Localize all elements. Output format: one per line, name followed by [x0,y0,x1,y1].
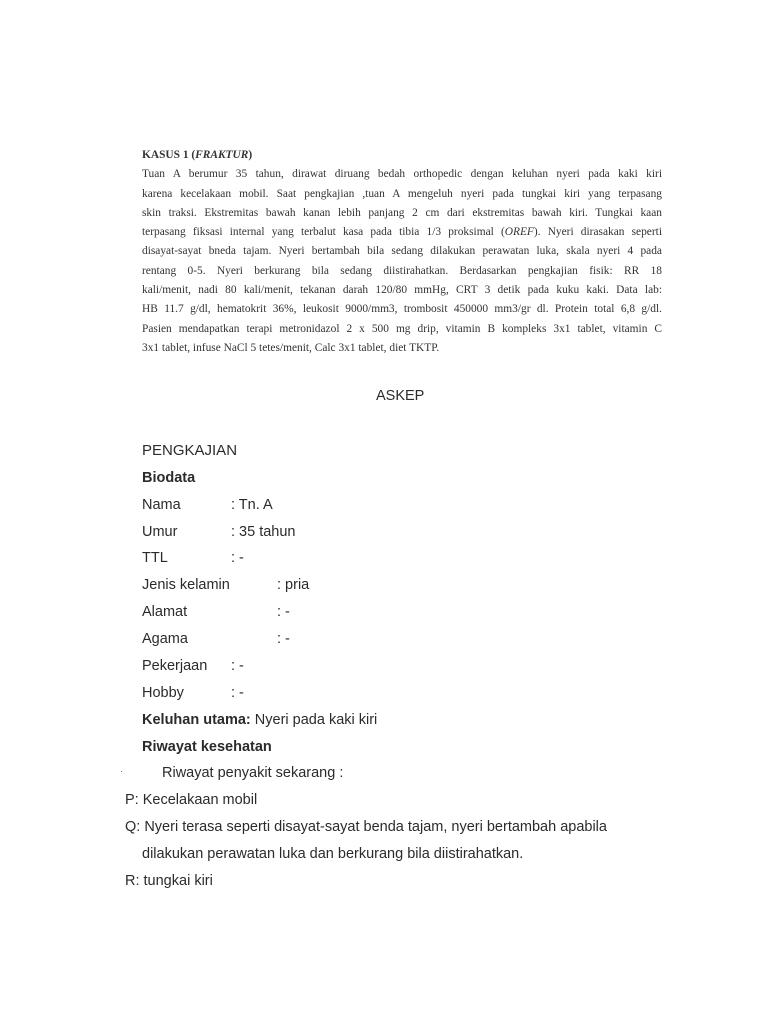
biodata-row [142,683,244,703]
case-title: KASUS 1 (FRAKTUR) [142,149,253,161]
case-line: kali/menit, nadi 80 kali/menit, tekanan darah 120/80 mmHg, CRT 3 detik pada kuku kaki. Data lab: [142,284,662,297]
biodata-row [142,629,290,649]
keluhan-label: Keluhan utama: [142,712,251,728]
biodata-row [142,495,273,515]
biodata-value: : pria [277,577,310,593]
biodata-row [142,602,290,622]
keluhan-value: Nyeri pada kaki kiri [250,712,378,728]
case-line: 3x1 tablet, infuse NaCl 5 tetes/menit, Calc 3x1 tablet, diet TKTP. [142,341,440,354]
case-body [142,165,662,358]
biodata-label: Umur [142,524,178,540]
case-line: Pasien mendapatkan terapi metronidazol 2 x 500 mg drip, vitamin B kompleks 3x1 tablet, vitamin C [142,322,662,335]
case-line: disayat-sayat bneda tajam. Nyeri bertambah bila sedang dilakukan perawatan luka, skala nyeri 4 pada [142,245,662,258]
riwayat-heading: Riwayat kesehatan [142,739,272,755]
case-line: skin traksi. Ekstremitas bawah kanan lebih panjang 2 cm dari ekstremitas bawah kiri. Tungkai kaan [142,206,662,219]
biodata-value: : 35 tahun [231,524,296,540]
biodata-value: : - [231,550,244,566]
case-line: Tuan A berumur 35 tahun, dirawat diruang bedah orthopedic dengan keluhan nyeri pada kaki kiri [142,168,662,181]
biodata-label: TTL [142,550,168,566]
biodata-value: : - [277,604,290,620]
r-line: R: tungkai kiri [125,873,213,889]
biodata-value: : - [277,631,290,647]
biodata-label: Nama [142,497,181,513]
case-line: rentang 0-5. Nyeri berkurang bila sedang diistirahatkan. Berdasarkan pengkajian fisik: RR 18 [142,264,662,277]
riwayat-sekarang: Riwayat penyakit sekarang : [162,765,344,781]
biodata-row [142,522,296,542]
askep-heading: ASKEP [376,388,425,404]
case-line: karena kecelakaan mobil. Saat pengkajian ,tuan A mengeluh nyeri pada tungkai kiri yang terpasang [142,187,662,200]
biodata-label: Jenis kelamin [142,577,230,593]
case-line: terpasang fiksasi internal yang terbalut kasa pada tibia 1/3 proksimal (OREF). Nyeri dirasakan seperti [142,226,662,239]
biodata-label: Alamat [142,604,188,620]
biodata-label: Agama [142,631,188,647]
biodata-label: Pekerjaan [142,658,208,674]
keluhan-utama [142,710,377,730]
biodata-value: : - [231,685,244,701]
case-study [142,146,662,358]
biodata-row [142,548,244,568]
pengkajian-heading: PENGKAJIAN [142,442,238,459]
q-line-continued: dilakukan perawatan luka dan berkurang bila diistirahatkan. [142,846,524,862]
case-line: HB 11.7 g/dl, hematokrit 36%, leukosit 9000/mm3, trombosit 450000 mm3/gr dl. Protein total 6,8 g/dl. [142,303,662,316]
biodata-heading: Biodata [142,470,196,486]
biodata-row [142,656,244,676]
biodata-value: : Tn. A [231,497,273,513]
p-line: P: Kecelakaan mobil [125,792,258,808]
biodata-value: : - [231,658,244,674]
q-line: Q: Nyeri terasa seperti disayat-sayat benda tajam, nyeri bertambah apabila [125,819,607,835]
bullet-marker: · [120,766,123,776]
biodata-row [142,575,309,595]
biodata-label: Hobby [142,685,184,701]
